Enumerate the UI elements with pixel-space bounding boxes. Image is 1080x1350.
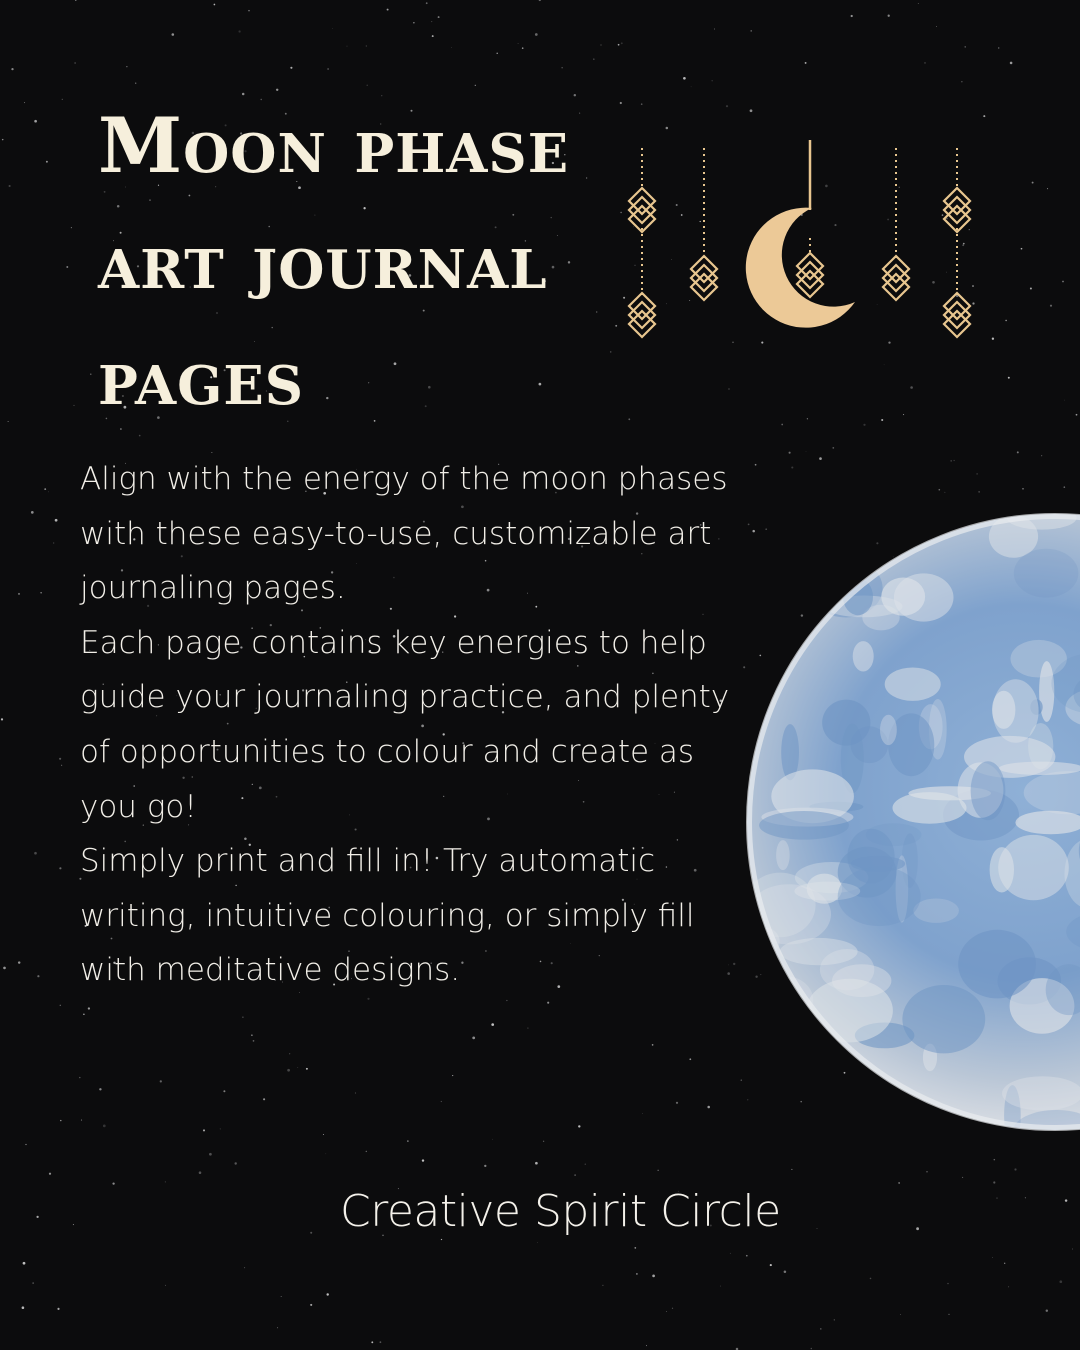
description-paragraph-1: Align with the energy of the moon phases with these easy-to-use, customizable art journaling pages. [80,461,728,607]
brand-name: Creative Spirit Circle [340,1186,781,1237]
title-line-2: art journal [98,217,548,306]
hanging-moon-ornament-icon [600,130,1000,370]
title-line-3: pages [98,333,305,422]
full-moon-image [745,512,1080,1132]
description-paragraph-2: Each page contains key energies to help guide your journaling practice, and plenty of opportunities to colour and create as you go! [80,624,730,825]
title-line-1: Moon phase [98,101,570,190]
page-title [98,88,658,436]
description-paragraph-3: Simply print and fill in! Try automatic writing, intuitive colouring, or simply fill with meditative designs. [80,843,695,989]
description [80,452,740,998]
